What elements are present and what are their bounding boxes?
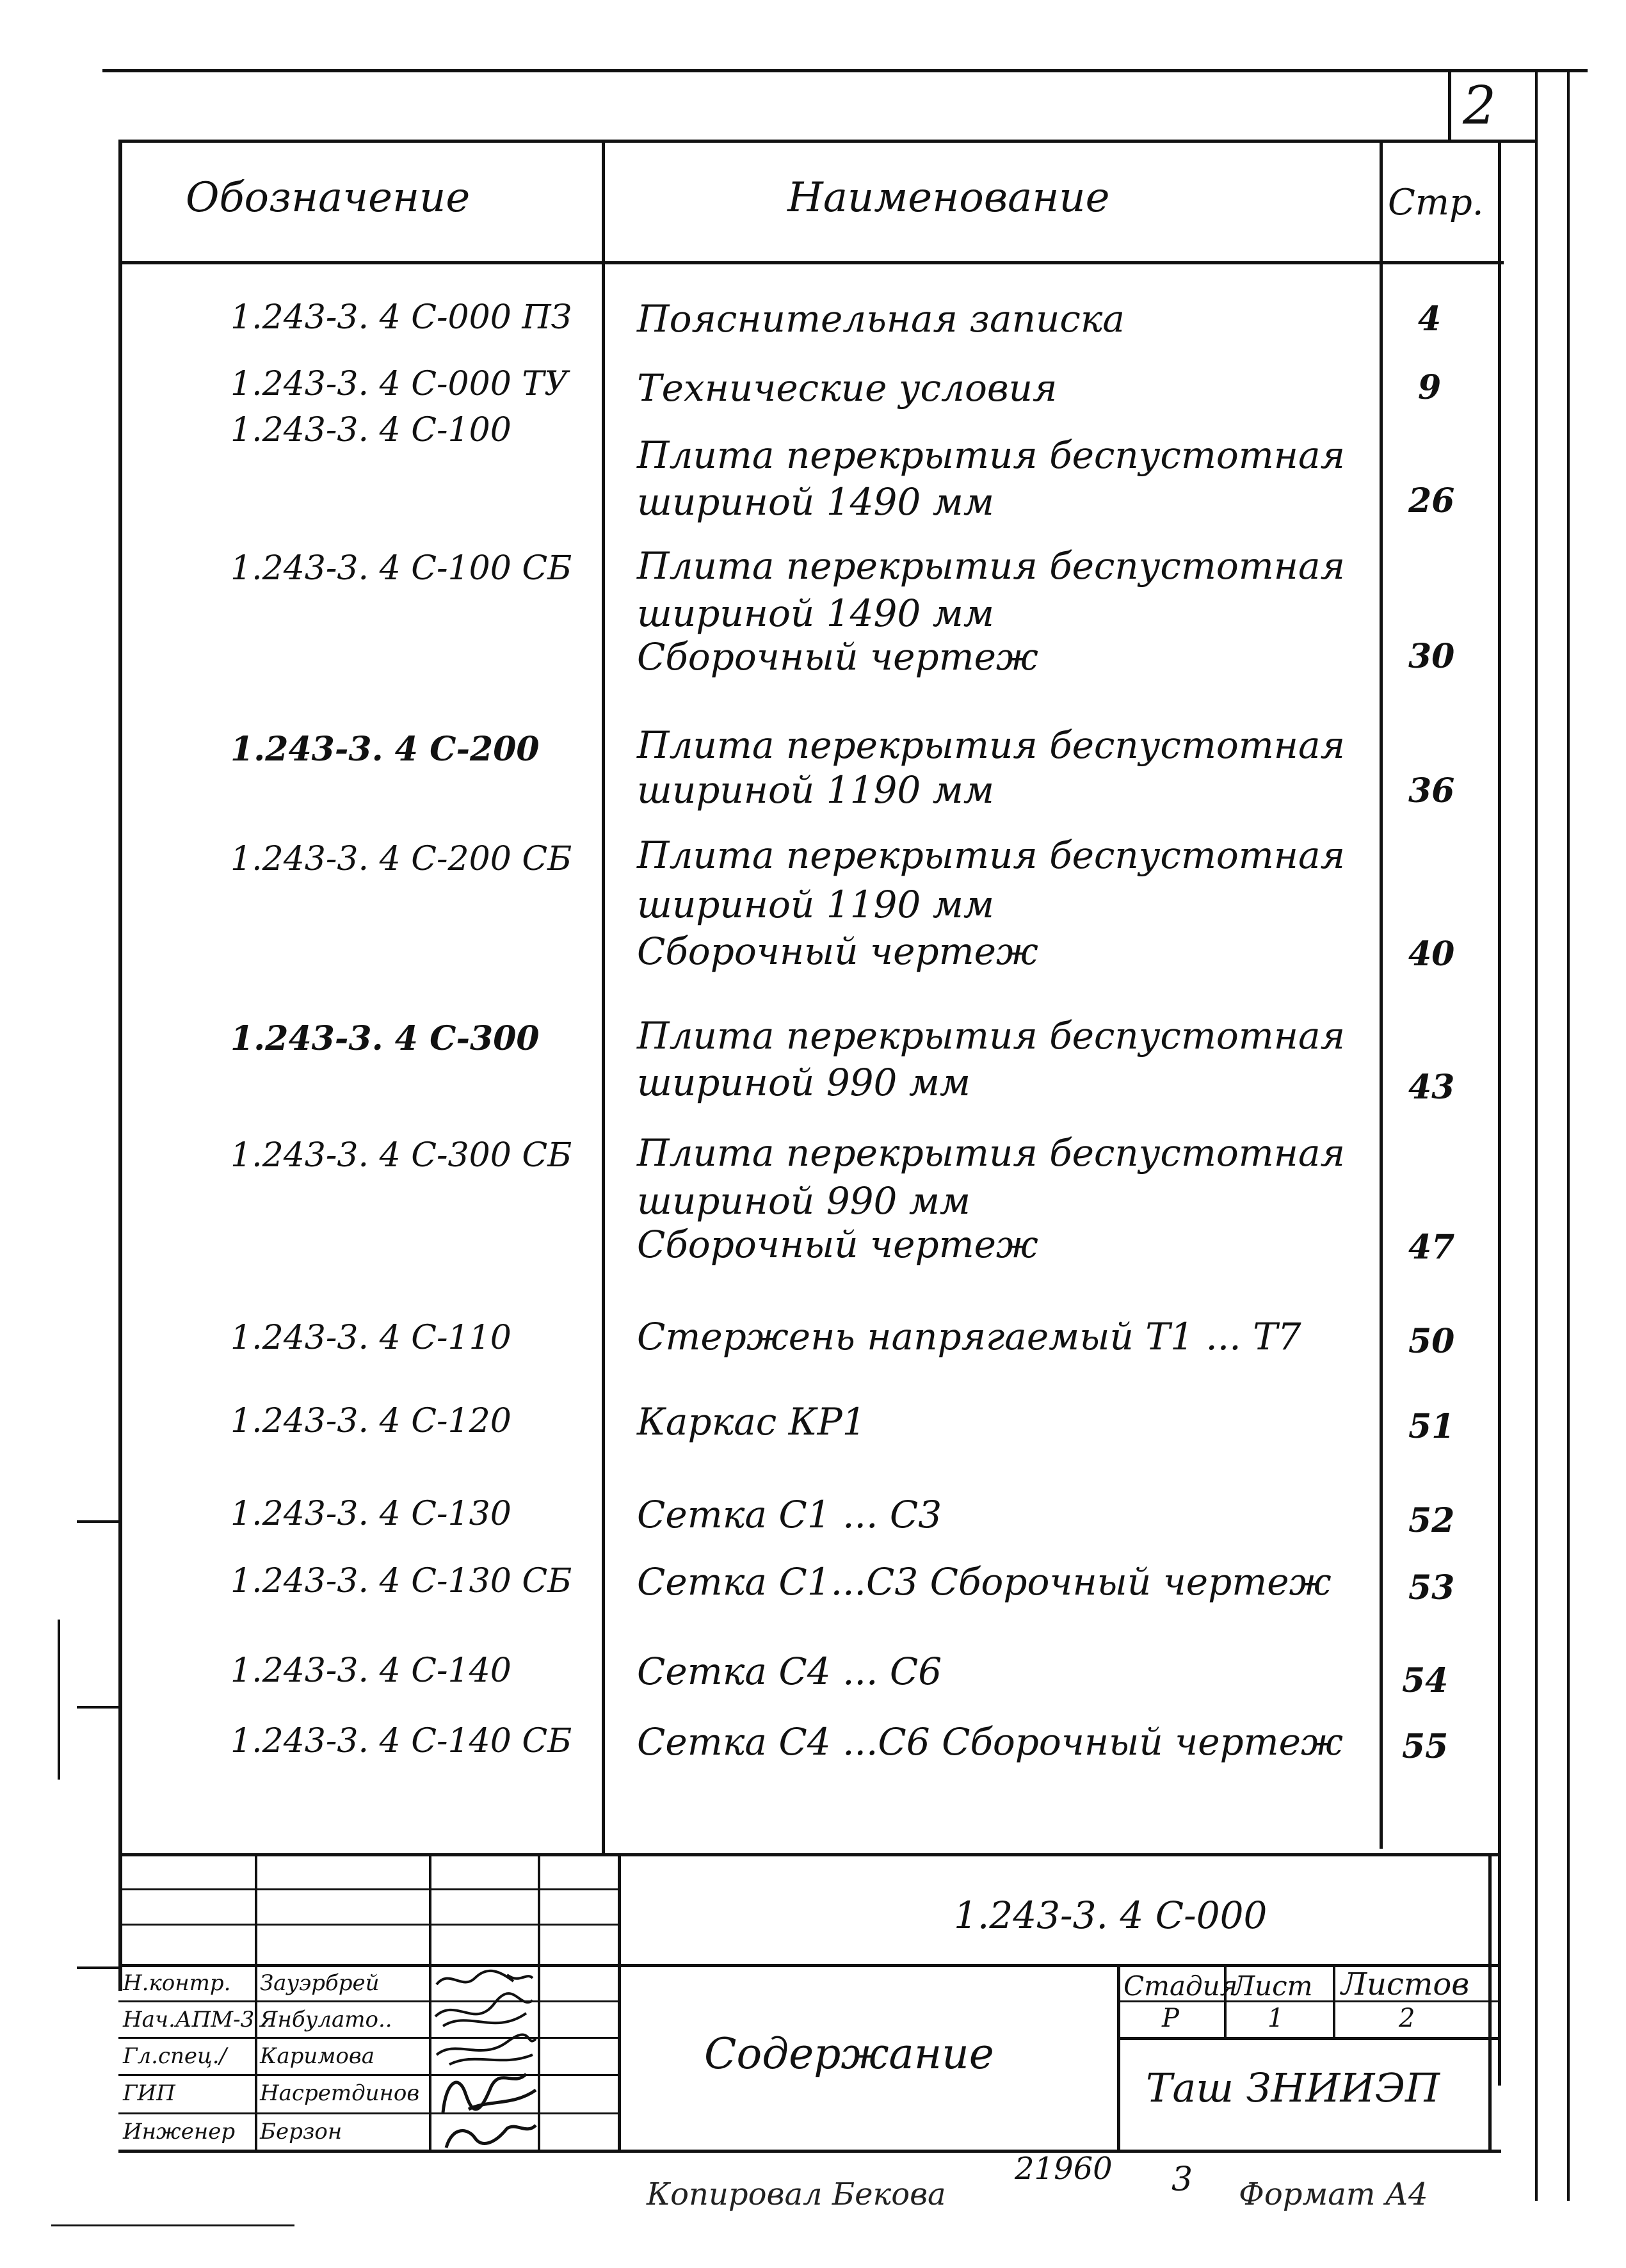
row-page: 51: [1408, 1407, 1455, 1446]
sheet-label: Лист: [1232, 1970, 1313, 2002]
row-page: 26: [1408, 481, 1455, 520]
staff-name: Зауэрбрей: [260, 1970, 380, 1996]
row-name-line: шириной 1490 мм: [637, 591, 994, 635]
row-name-line: Сборочный чертеж: [637, 635, 1038, 679]
stage-label: Стадия: [1123, 1970, 1238, 2002]
row-name-line: Плита перекрытия беспустотная: [637, 833, 1345, 877]
row-name-line: Каркас КР1: [637, 1400, 866, 1444]
row-code: 1.243-3. 4 С-300: [230, 1019, 540, 1058]
row-code: 1.243-3. 4 С-100: [230, 411, 511, 449]
row-name-line: Сборочный чертеж: [637, 929, 1038, 973]
row-name-line: Сетка С1 ... С3: [637, 1493, 942, 1536]
row-code: 1.243-3. 4 С-130: [230, 1495, 511, 1533]
row-name-line: Плита перекрытия беспустотная: [637, 544, 1345, 588]
row-page: 50: [1408, 1322, 1455, 1361]
row-name-line: Плита перекрытия беспустотная: [637, 723, 1345, 767]
row-name-line: Сетка С4 ... С6: [637, 1650, 942, 1693]
row-code: 1.243-3. 4 С-200: [230, 730, 540, 769]
row-code: 1.243-3. 4 С-000 ПЗ: [230, 298, 572, 337]
row-code: 1.243-3. 4 С-140: [230, 1652, 511, 1690]
signatures-image: [430, 1965, 539, 2151]
row-name-line: Сборочный чертеж: [637, 1223, 1038, 1266]
staff-role: Гл.спец./: [123, 2043, 227, 2069]
row-code: 1.243-3. 4 С-000 ТУ: [230, 365, 568, 403]
copy-number: 3: [1171, 2160, 1193, 2199]
staff-role: Инженер: [123, 2119, 236, 2144]
row-page: 55: [1402, 1727, 1449, 1766]
row-name-line: Плита перекрытия беспустотная: [637, 1131, 1345, 1175]
row-name-line: шириной 1490 мм: [637, 480, 994, 524]
staff-name: Янбулато..: [260, 2007, 392, 2032]
document-title: Содержание: [704, 2029, 994, 2079]
staff-role: Нач.АПМ-3: [123, 2007, 255, 2032]
sheets-value: 2: [1399, 2004, 1415, 2033]
format-label: Формат А4: [1239, 2176, 1428, 2212]
row-page: 54: [1402, 1661, 1449, 1700]
row-page: 40: [1408, 935, 1455, 974]
order-number: 21960: [1015, 2151, 1113, 2187]
row-code: 1.243-3. 4 С-200 СБ: [230, 840, 572, 878]
row-page: 4: [1418, 300, 1442, 339]
row-page: 36: [1408, 771, 1455, 810]
staff-role: ГИП: [123, 2080, 175, 2106]
staff-name: Насретдинов: [260, 2080, 420, 2106]
row-code: 1.243-3. 4 С-130 СБ: [230, 1562, 572, 1600]
row-name-line: Технические условия: [637, 366, 1058, 410]
row-page: 9: [1418, 368, 1442, 407]
row-name-line: Плита перекрытия беспустотная: [637, 1014, 1345, 1058]
row-code: 1.243-3. 4 С-300 СБ: [230, 1136, 572, 1175]
staff-name: Каримова: [260, 2043, 374, 2069]
organization: Таш ЗНИИЭП: [1146, 2064, 1440, 2111]
stage-value: Р: [1162, 2004, 1179, 2033]
row-name-line: Сетка С4 ...С6 Сборочный чертеж: [637, 1720, 1343, 1764]
header-name: Наименование: [787, 174, 1110, 221]
row-name-line: шириной 990 мм: [637, 1179, 971, 1223]
sheet-value: 1: [1268, 2004, 1284, 2033]
row-name-line: Стержень напрягаемый Т1 ... Т7: [637, 1315, 1301, 1358]
row-page: 53: [1408, 1568, 1455, 1607]
sheets-label: Листов: [1341, 1966, 1470, 2002]
row-name-line: Пояснительная записка: [637, 297, 1125, 341]
staff-name: Берзон: [260, 2119, 342, 2144]
row-name-line: шириной 1190 мм: [637, 883, 994, 926]
row-code: 1.243-3. 4 С-100 СБ: [230, 549, 572, 588]
row-page: 52: [1408, 1501, 1455, 1540]
row-page: 30: [1408, 637, 1455, 676]
header-designation: Обозначение: [186, 174, 471, 221]
copied-by: Копировал Бекова: [647, 2176, 946, 2212]
row-code: 1.243-3. 4 С-110: [230, 1319, 511, 1357]
row-code: 1.243-3. 4 С-120: [230, 1402, 511, 1440]
row-name-line: Плита перекрытия беспустотная: [637, 433, 1345, 477]
staff-role: Н.контр.: [123, 1970, 231, 1996]
row-name-line: шириной 990 мм: [637, 1061, 971, 1104]
header-page: Стр.: [1388, 182, 1484, 223]
sheet-number: 2: [1463, 76, 1497, 136]
row-page: 47: [1408, 1228, 1455, 1267]
row-page: 43: [1408, 1068, 1455, 1107]
document-code: 1.243-3. 4 С-000: [954, 1894, 1268, 1937]
row-name-line: Сетка С1...С3 Сборочный чертеж: [637, 1560, 1332, 1604]
row-name-line: шириной 1190 мм: [637, 768, 994, 812]
row-code: 1.243-3. 4 С-140 СБ: [230, 1722, 572, 1760]
